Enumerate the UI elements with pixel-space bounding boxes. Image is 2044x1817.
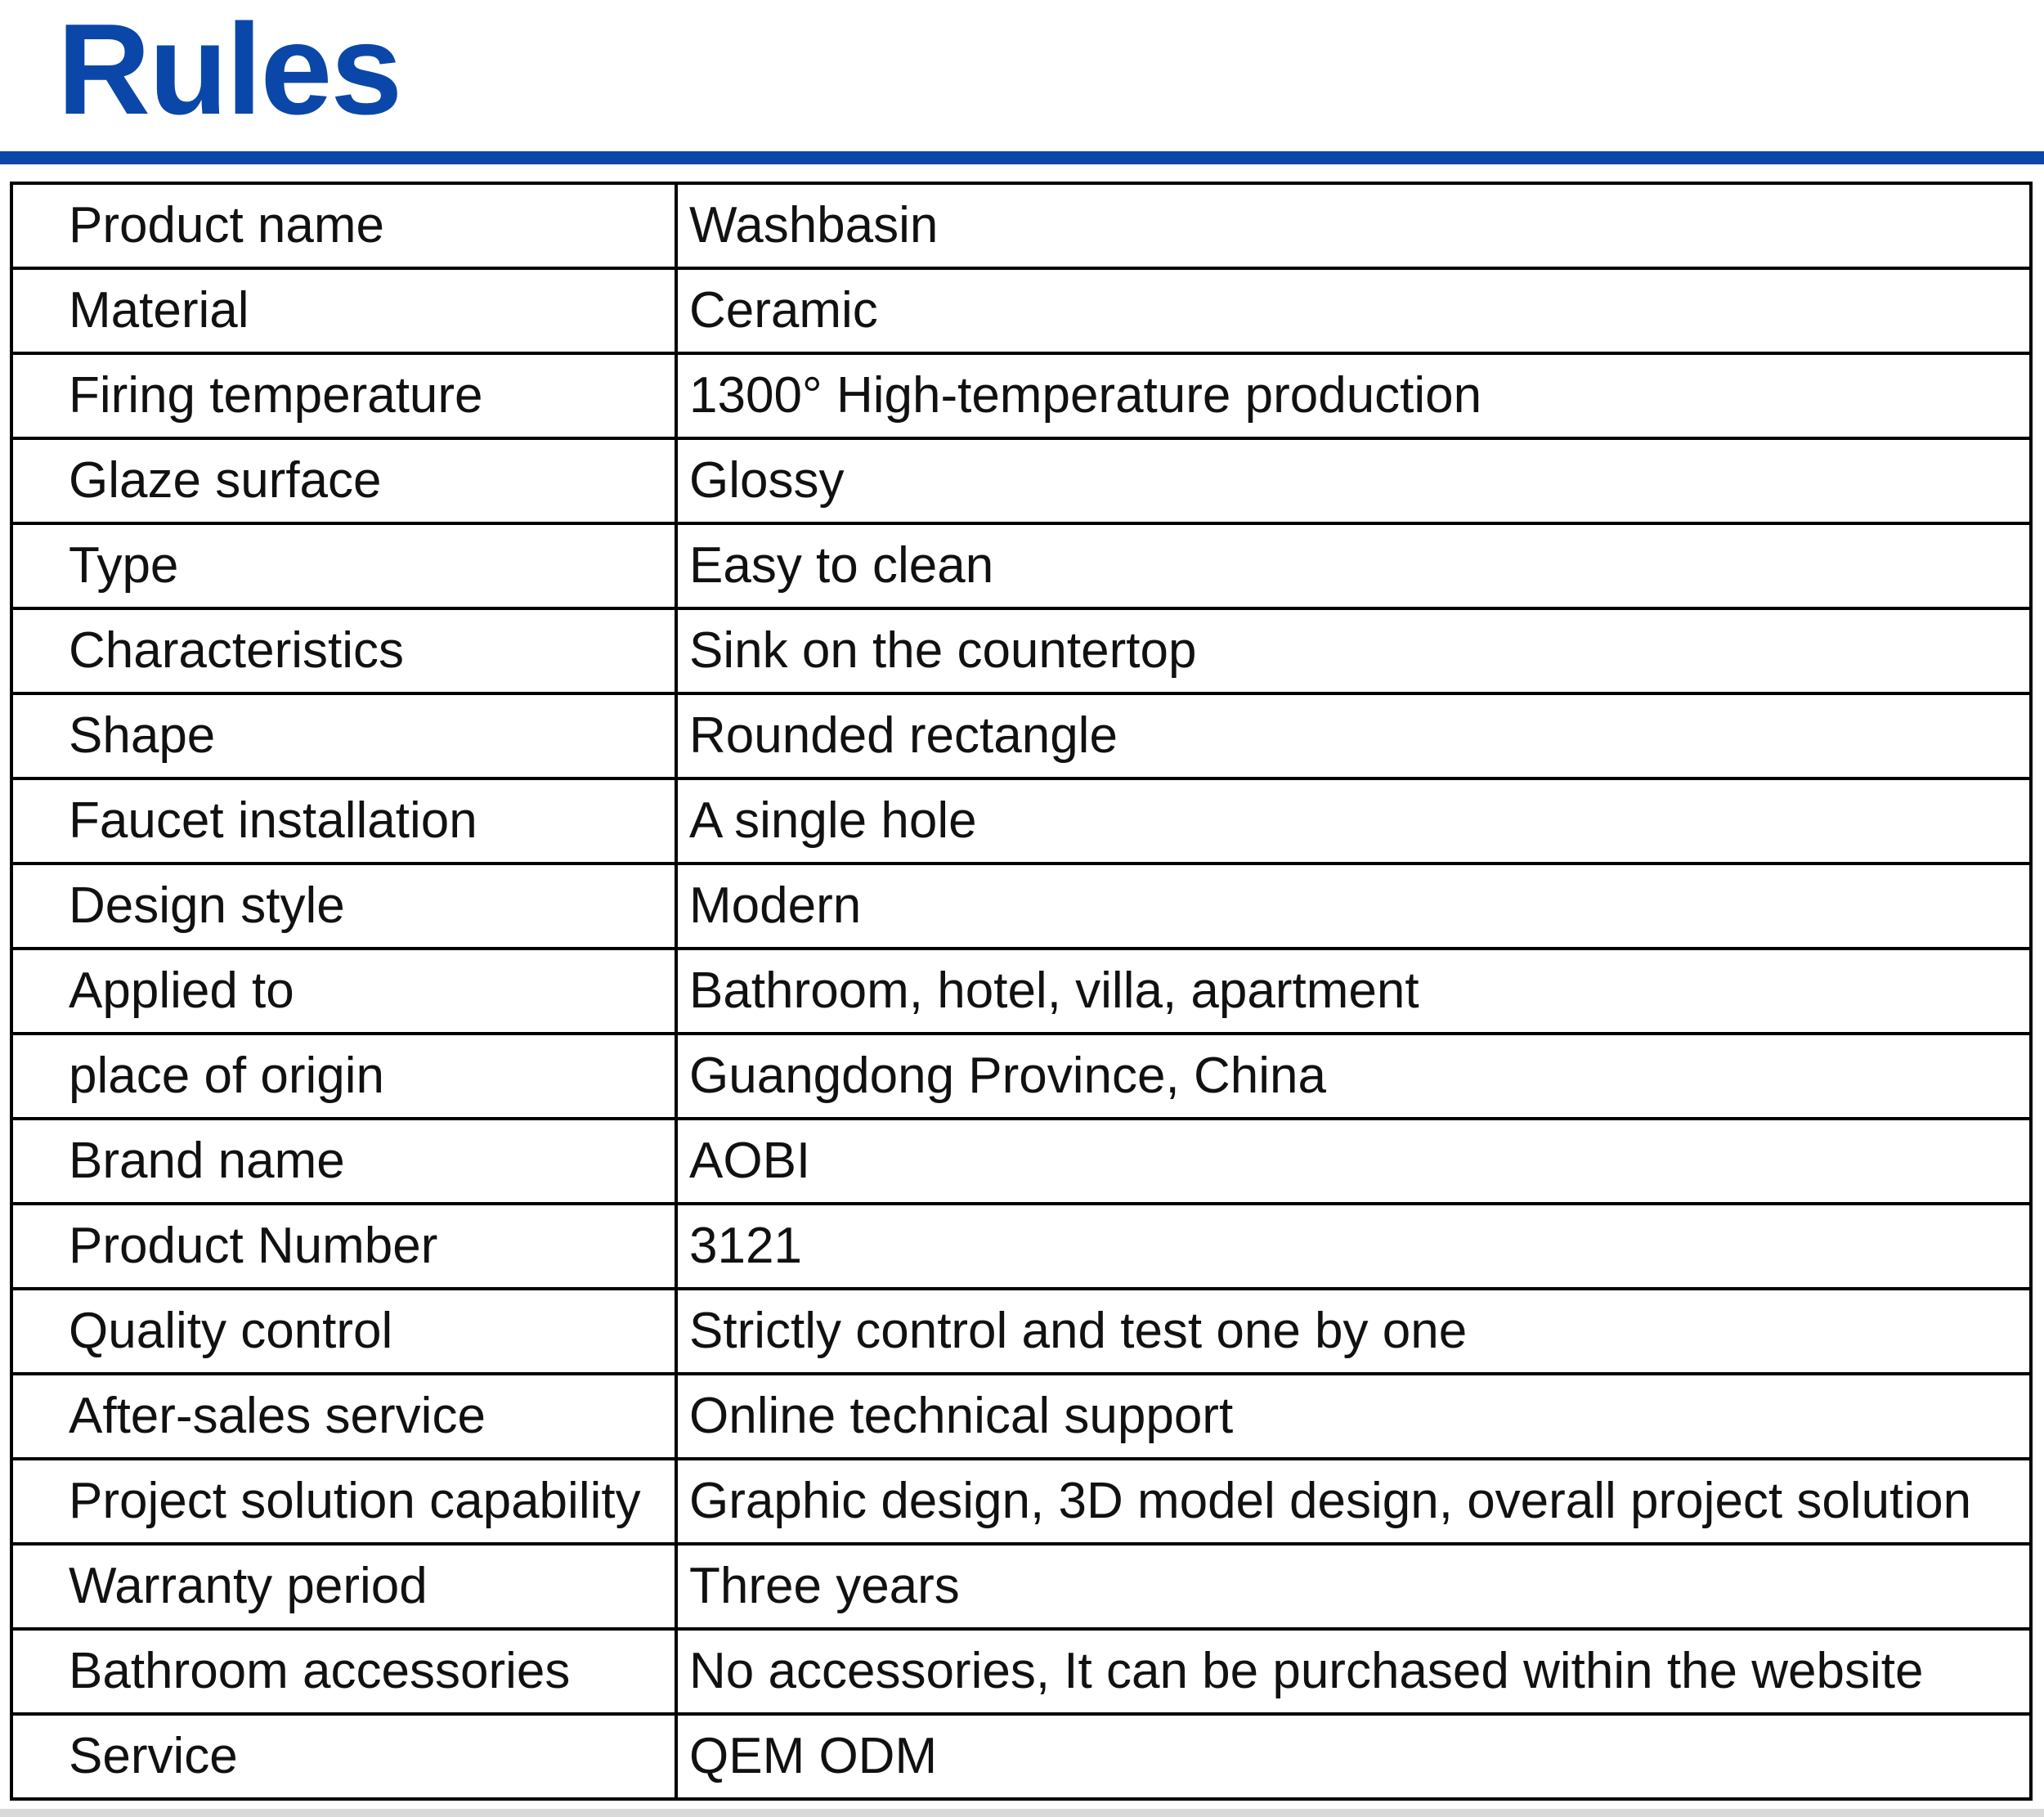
row-label: Shape [11, 693, 676, 778]
table-row [11, 1034, 2031, 1119]
table-row [11, 778, 2031, 864]
table-row [11, 268, 2031, 353]
row-label: Material [11, 268, 676, 353]
row-value: Washbasin [676, 183, 2031, 268]
row-value: Modern [676, 864, 2031, 949]
row-value: Strictly control and test one by one [676, 1289, 2031, 1374]
table-row [11, 1629, 2031, 1714]
table-row [11, 608, 2031, 693]
row-label: Product Number [11, 1204, 676, 1289]
row-label: Design style [11, 864, 676, 949]
spec-table [10, 182, 2033, 1801]
row-value: Easy to clean [676, 523, 2031, 608]
row-label: Glaze surface [11, 438, 676, 523]
row-label: Project solution capability [11, 1459, 676, 1544]
row-value: 3121 [676, 1204, 2031, 1289]
table-row [11, 693, 2031, 778]
row-label: Service [11, 1714, 676, 1799]
table-row [11, 864, 2031, 949]
table-row [11, 353, 2031, 438]
table-row [11, 438, 2031, 523]
row-label: Faucet installation [11, 778, 676, 864]
row-label: Brand name [11, 1119, 676, 1204]
table-row [11, 1119, 2031, 1204]
table-row [11, 183, 2031, 268]
row-label: Characteristics [11, 608, 676, 693]
row-value: Graphic design, 3D model design, overall project solution [676, 1459, 2031, 1544]
bottom-edge [0, 1809, 2044, 1817]
row-value: Bathroom, hotel, villa, apartment [676, 949, 2031, 1034]
row-value: Glossy [676, 438, 2031, 523]
row-value: Guangdong Province, China [676, 1034, 2031, 1119]
row-label: Bathroom accessories [11, 1629, 676, 1714]
row-value: AOBI [676, 1119, 2031, 1204]
row-value: Ceramic [676, 268, 2031, 353]
page-title: Rules [57, 0, 401, 141]
row-label: Product name [11, 183, 676, 268]
row-value: QEM ODM [676, 1714, 2031, 1799]
table-row [11, 1544, 2031, 1629]
row-label: place of origin [11, 1034, 676, 1119]
row-value: No accessories, It can be purchased within the website [676, 1629, 2031, 1714]
row-label: After-sales service [11, 1374, 676, 1459]
row-value: 1300° High-temperature production [676, 353, 2031, 438]
table-row [11, 1289, 2031, 1374]
row-label: Type [11, 523, 676, 608]
row-value: Three years [676, 1544, 2031, 1629]
row-value: Rounded rectangle [676, 693, 2031, 778]
row-value: Sink on the countertop [676, 608, 2031, 693]
table-row [11, 1374, 2031, 1459]
table-row [11, 523, 2031, 608]
title-divider [0, 151, 2044, 164]
table-row [11, 949, 2031, 1034]
row-label: Applied to [11, 949, 676, 1034]
row-label: Firing temperature [11, 353, 676, 438]
row-label: Warranty period [11, 1544, 676, 1629]
row-label: Quality control [11, 1289, 676, 1374]
row-value: A single hole [676, 778, 2031, 864]
table-row [11, 1459, 2031, 1544]
table-row [11, 1204, 2031, 1289]
table-row [11, 1714, 2031, 1799]
row-value: Online technical support [676, 1374, 2031, 1459]
